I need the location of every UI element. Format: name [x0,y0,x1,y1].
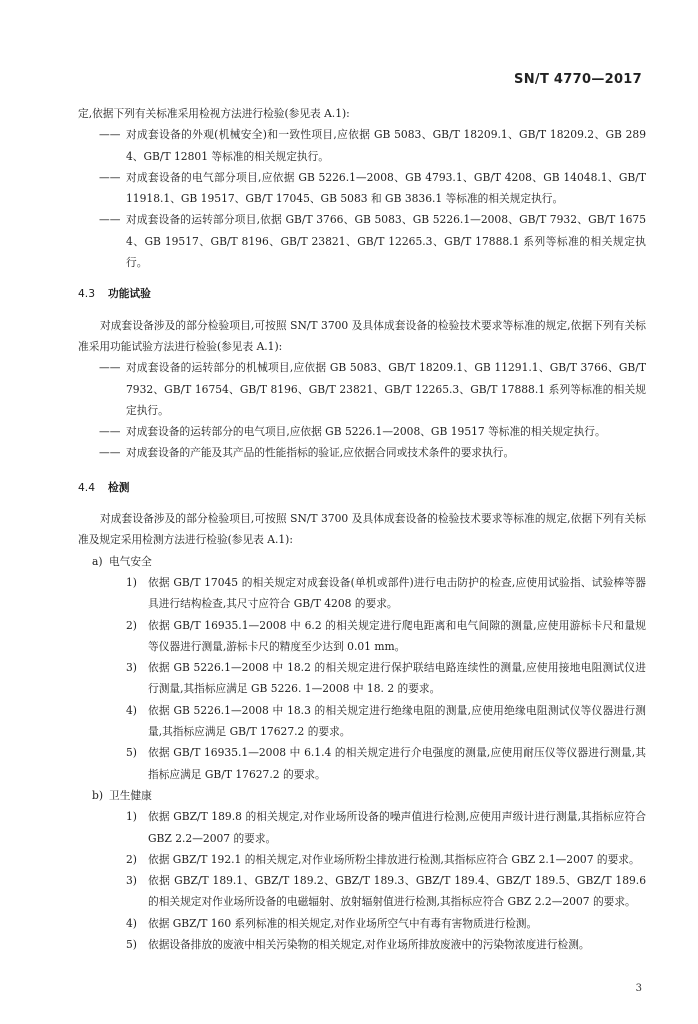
item-text: 依据 GB/T 17045 的相关规定对成套设备(单机或部件)进行电击防护的检查,应使用试验指、试验棒等器具进行结构检查,其尺寸应符合 GB/T 4208 的要求。 [148,575,646,611]
item-marker: 2) [126,852,137,866]
dash-mark: —— [99,361,121,375]
item-text: 依据 GBZ/T 160 系列标准的相关规定,对作业场所空气中有毒有害物质进行检测。 [148,916,538,930]
item-marker: 5) [126,746,137,760]
section-paragraph: 对成套设备涉及的部分检验项目,可按照 SN/T 3700 及具体成套设备的检验技术要求等标准的规定,依据下列有关标准采用功能试验方法进行检验(参见表 A.1): [78,318,646,353]
list-item [78,615,646,658]
intro-item-text: 对成套设备的外观(机械安全)和一致性项目,应依据 GB 5083、GB/T 18209.1、GB/T 18209.2、GB 2894、GB/T 12801 等标准的相关规定执行。 [126,128,646,163]
item-marker: 3) [126,661,137,675]
list-item [78,870,646,913]
section43-item-text: 对成套设备的运转部分的机械项目,应依据 GB 5083、GB/T 18209.1、GB 11291.1、GB/T 3766、GB/T 7932、GB/T 16754、GB/T 8196、GB/T 23821、GB/T 12265.3、GB/T 17888.1 系列等标准的相关规定执行。 [126,361,646,417]
section-paragraph: 对成套设备涉及的部分检验项目,可按照 SN/T 3700 及具体成套设备的检验技术要求等标准的规定,依据下列有关标准及规定采用检测方法进行检验(参见表 A.1): [78,512,646,547]
dash-mark: —— [99,128,121,142]
page-content [78,103,646,955]
section43-item-text: 对成套设备的产能及其产品的性能指标的验证,应依据合同或技术条件的要求执行。 [126,446,515,460]
item-marker: 2) [126,618,137,632]
group-marker: b) [92,788,104,802]
item-text: 依据 GBZ/T 189.1、GBZ/T 189.2、GBZ/T 189.3、GBZ/T 189.4、GBZ/T 189.5、GBZ/T 189.6 的相关规定对作业场所设备的电磁辐射、放射辐射值进行检测,其指标应符合 GBZ 2.2—2007 的要求。 [148,874,646,909]
section43-item [78,421,646,442]
list-item [78,934,646,955]
item-text: 依据 GB 5226.1—2008 中 18.2 的相关规定进行保护联结电路连续性的测量,应使用接地电阻测试仪进行测量,其指标应满足 GB 5226. 1—2008 中 18. 2 的要求。 [148,661,646,696]
section43-item [78,442,646,463]
list-item [78,849,646,870]
group-title: 卫生健康 [109,788,152,802]
section-heading-4-4 [78,477,646,498]
intro-item-text: 对成套设备的电气部分项目,应依据 GB 5226.1—2008、GB 4793.1、GB/T 4208、GB 14048.1、GB/T 11918.1、GB 19517、GB/T 17045、GB 5083 和 GB 3836.1 等标准的相关规定执行。 [126,170,646,206]
item-text: 依据 GBZ/T 192.1 的相关规定,对作业场所粉尘排放进行检测,其指标应符合 GBZ 2.1—2007 的要求。 [148,852,640,866]
section-title: 功能试验 [108,287,151,301]
list-item [78,700,646,743]
section-number: 4.4 [78,480,95,494]
section-heading-4-3 [78,283,646,304]
item-marker: 1) [126,575,137,589]
item-text: 依据 GBZ/T 189.8 的相关规定,对作业场所设备的噪声值进行检测,应使用声级计进行测量,其指标应符合 GBZ 2.2—2007 的要求。 [148,810,646,845]
dash-mark: —— [99,170,121,184]
list-item [78,806,646,849]
intro-lead: 定,依据下列有关标准采用检视方法进行检验(参见表 A.1): [78,107,350,120]
group-marker: a) [92,554,103,568]
dash-mark: —— [99,446,121,460]
intro-item [78,124,646,167]
standard-code: SN/T 4770—2017 [514,72,642,87]
list-group-heading [78,785,646,806]
item-marker: 5) [126,937,137,951]
list-item [78,572,646,615]
intro-item-text: 对成套设备的运转部分项目,依据 GB/T 3766、GB 5083、GB 5226.1—2008、GB/T 7932、GB/T 16754、GB 19517、GB/T 8196、GB/T 23821、GB/T 12265.3、GB/T 17888.1 系列等标准的相关规定执行。 [126,213,646,270]
item-text: 依据 GB 5226.1—2008 中 18.3 的相关规定进行绝缘电阻的测量,应使用绝缘电阻测试仪等仪器进行测量,其指标应满足 GB/T 17627.2 的要求。 [148,703,646,739]
item-text: 依据 GB/T 16935.1—2008 中 6.1.4 的相关规定进行介电强度的测量,应使用耐压仪等仪器进行测量,其指标应满足 GB/T 17627.2 的要求。 [148,746,646,781]
section-number: 4.3 [78,287,95,301]
item-marker: 4) [126,916,137,930]
group-title: 电气安全 [109,554,152,568]
list-item [78,913,646,934]
list-item [78,657,646,700]
section43-item-text: 对成套设备的运转部分的电气项目,应依据 GB 5226.1—2008、GB 19517 等标准的相关规定执行。 [126,425,606,439]
page-number: 3 [635,983,642,994]
list-item [78,742,646,785]
item-text: 依据 GB/T 16935.1—2008 中 6.2 的相关规定进行爬电距离和电气间隙的测量,应使用游标卡尺和量规等仪器进行测量,游标卡尺的精度至少达到 0.01 mm。 [148,618,646,653]
list-group-heading [78,551,646,572]
item-marker: 1) [126,810,137,824]
intro-item [78,209,646,273]
dash-mark: —— [99,425,121,439]
section-title: 检测 [108,480,130,494]
item-text: 依据设备排放的废液中相关污染物的相关规定,对作业场所排放废液中的污染物浓度进行检测。 [148,937,590,951]
intro-item [78,167,646,210]
dash-mark: —— [99,213,121,227]
section43-item [78,357,646,421]
item-marker: 4) [126,703,137,717]
item-marker: 3) [126,874,137,888]
